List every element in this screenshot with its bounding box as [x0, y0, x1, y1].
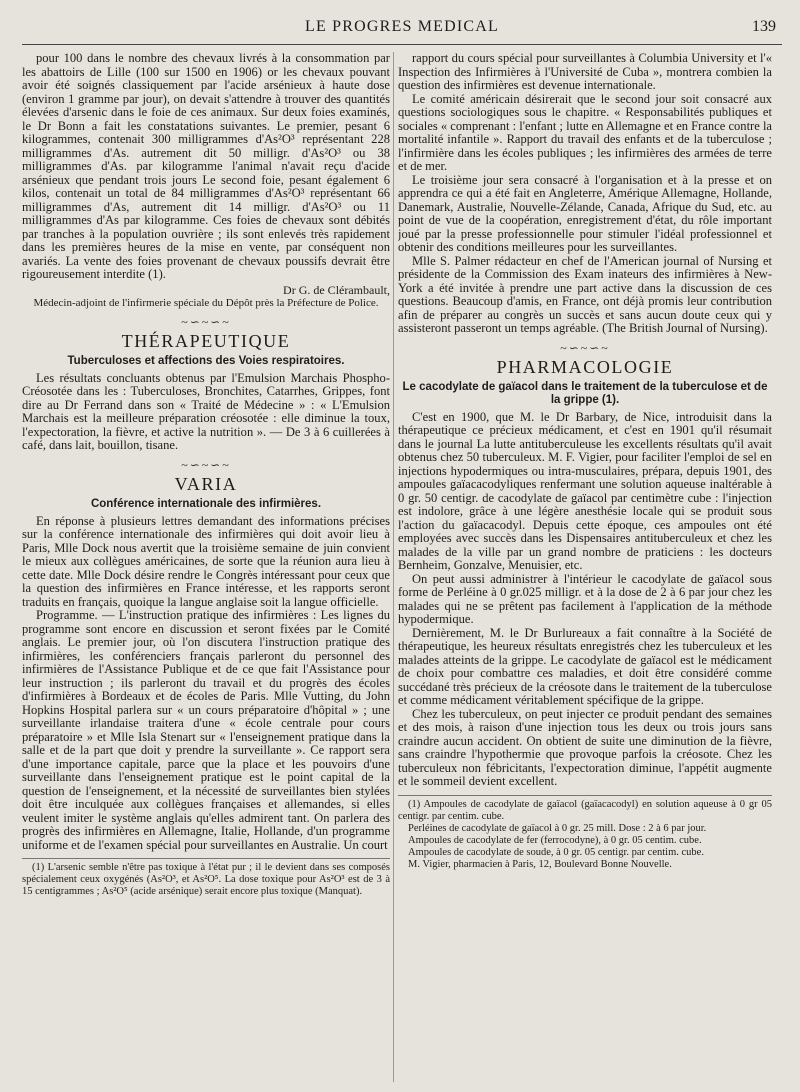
pharmacologie-paragraph-4: Chez les tuberculeux, on peut injecter ce produit pendant des semaines et des mois, à raison d'une injection tous les deux ou trois jours sans craindre aucun accident. On obtient de suite une diminution de la fièvre, sans craindre l'hypothermie que provoque parfois la créosote. Chez les tuberculeux non fébricitants, l'expectoration diminue, l'appétit augmente et le sommeil devient excellent. [398, 706, 772, 788]
pharmacologie-subheading: Le cacodylate de gaïacol dans le traitement de la tuberculose et de la grippe (1). [402, 380, 768, 406]
varia-paragraph-2: Programme. — L'instruction pratique des infirmières : Les lignes du programme sont encore en discussion et seront fixées par le Comité anglais. Le premier jour, où l'on discutera l'instruction pratique des infirmières, les conférenciers français parleront du personnel des infirmières de l'Assistance Publique et de ce que fait l'Assistance pour leur instruction ; ils parleront du travail et du progrès des écoles d'infirmières à Bordeaux et de écoles de Paris. Mlle Vutting, du John Hopkins Hospital parlera sur « un cours préparatoire d'hôpital » ; une surveillante irlandaise traitera d'une « école centrale pour cours préparatoire » et Mlle Isla Stenart sur « l'enseignement pratique dans la salle et de la part que doit y prendre la surveillante ». Ce rapport sera d'une importance capitale, parce que la place et les pouvoirs d'une surveillante dans l'enseignement pratique est le point capital de la question de l'enseignement, et la nécessité de surveillantes bien stylées doit être inculquée aux collègues françaises et allemandes, si elles veulent imiter le système anglais qu'elles admirent tant. On parlera des progrès des infirmières en Allemagne, Italie, Hollande, d'un programme uniforme et de l'examen spécial pour surveillantes en Australie. Un court [22, 608, 390, 852]
footnote-arsenic: (1) L'arsenic semble n'être pas toxique à l'état pur ; il le devient dans ses composés spécialement ceux oxygénés (As²O³, et As²O⁵. La dose toxique pour As²O³ est de 3 à 15 centigrammes ; As²O⁵ (acide arsénique) serait encore plus toxique (Manquat). [22, 862, 390, 897]
page-number: 139 [752, 18, 776, 35]
section-ornament: ~∽~∽~ [181, 314, 231, 329]
footnote-line: Ampoules de cacodylate de soude, à 0 gr. 05 centigr. par centim. cube. [408, 846, 704, 858]
left-footnote [22, 858, 390, 898]
pharmacologie-paragraph-2: On peut aussi administrer à l'intérieur le cacodylate de gaïacol sous forme de Perléine à 0 gr.025 milligr. et à la dose de 2 à 6 par jour chez les malades qui ne se prêtent pas facilement à l'application de la méthode hypodermique. [398, 571, 772, 626]
pharmacologie-paragraph-1: C'est en 1900, que M. le Dr Barbary, de Nice, introduisit dans la thérapeutique ce précieux médicament, et c'est en 1901 qu'il résumait dans le journal La lutte antituberculeuse les excellents résultats qu'il avait obtenus chez 50 tuberculeux. M. F. Vigier, pour faciliter l'emploi de sel en injections hypodermiques ou intra-musculaires, prépara, depuis 1901, des ampoules gaïacacodyliques renfermant une solution aqueuse inaltérable à 0 gr. 50 centigr. de cacodylate de gaïacol par centimètre cube : l'injection est indolore, grâce à une légère anesthésie locale qui se produit sous l'action du gaïacacodyl. Depuis cette époque, ces ampoules ont été employées avec succès dans les Dispensaires antituberculeux et chez les malades de la ville par un grand nombre de praticiens : les docteurs Bernheim, Gonzalve, Menuisier, etc. [398, 409, 772, 572]
journal-title: LE PROGRES MEDICAL [304, 18, 500, 35]
right-column [398, 52, 772, 1082]
footnote-line: Perléines de cacodylate de gaïacol à 0 gr. 25 mill. Dose : 2 à 6 par jour. [408, 822, 707, 834]
right-paragraph-2: Le comité américain désirerait que le second jour soit consacré aux questions sociologiques sous le chapitre. « Responsabilités publiques et sociales « comprenant : l'enfant ; lutte en Allemagne et en France contre la mortalité infantile ». Rapport du travail des enfants et de la tuberculose ; l'infirmière dans les écoles publiques ; les infirmières des armées de terre et de mer. [398, 91, 772, 173]
varia-paragraph-1: En réponse à plusieurs lettres demandant des informations précises sur la conférence internationale des infirmières qui doit avoir lieu à Paris, Mlle Dock nous avertit que la troisième semaine de juin convient le mieux aux collègues américaines, de sorte que la réunion aura lieu à cette date. Mlle Dock désire rendre le Congrès intéressant pour ceux que la question des infirmières en France intéresse, et les rapports seront traduits en français, quoique la langue anglaise soit la langue officielle. [22, 513, 390, 609]
section-ornament: ~∽~∽~ [181, 457, 231, 472]
right-paragraph-3: Le troisième jour sera consacré à l'organisation et à la presse et on apprendra ce qui a été fait en Angleterre, Amérique Allemagne, Hollande, Danemark, Australie, Nouvelle-Zélande, Canada, Afrique du Sud, etc. au point de vue de la coopération, enregistrement d'état, du rôle important joué par la presse professionnelle pour stimuler l'idéal professionnel et obtenir des conditions meilleures pour les surveillantes. [398, 172, 772, 254]
author-signature: Dr G. de Clérambault, [283, 282, 390, 297]
right-paragraph-4: Mlle S. Palmer rédacteur en chef de l'American journal of Nursing et présidente de la Commission des Exam inateurs des infirmières à New-York a été invitée à prendre une part active dans la discussion de ces questions. Beaucoup d'amis, en France, ont déjà promis leur contribution afin de préparer au congrès un succès et sans aucun doute ceux qui y assisteront passeront un temps agréable. (The British Journal of Nursing). [398, 253, 772, 335]
therapeutique-body: Les résultats concluants obtenus par l'Emulsion Marchais Phospho-Créosotée dans les : Tuberculoses, Bronchites, Catarrhes, Grippes, font dire au Dr Ferrand dans son « Traité de Médecine » : « L'Emulsion Marchais est la meilleure préparation créosotée : elle diminue la toux, l'expectoration, la fièvre, et active la nutrition ». — De 3 à 6 cuillerées à café, dans lait, bouillon, tisane. [22, 370, 390, 452]
section-ornament: ~∽~∽~ [560, 340, 610, 355]
arsenic-paragraph: pour 100 dans le nombre des chevaux livrés à la consommation par les abattoirs de Lille (100 sur 1500 en 1906) or les chevaux pouvant avoir été soignés classiquement par l'acide arsénieux à haute dose (environ 1 gramme par jour), on devait s'attendre à trouver des quantités élevées d'arsenic dans le foie de ces animaux. Sur deux foies examinés, le Dr Bonn a fait les constatations suivantes. Le premier, pesant 6 kilogrammes, contenait 300 milligrammes d'As²O³ représentant 228 milligrammes d'As. autrement dit 50 milligr. d'As²O³ ou 38 milligrammes d'As. par kilogramme l'animal n'avait reçu d'acide arsénieux que pendant trois jours Le second foie, pesant également 6 kilos, contenait un total de 84 milligrammes d'As²O³ représentant 66 milligrammes d'As, autrement dit 14 milligr. d'As²O³ ou 11 milligrammes d'As par kilogramme. Ces foies de chevaux sont débités par tranches à la population ouvrière ; ils sont enlevés très rapidement dans les premières heures de la mise en vente, par conséquent non avariés. La vente des foies provenant de chevaux poussifs devrait être rigoureusement interdite (1). [22, 52, 390, 281]
footnote-line: (1) Ampoules de cacodylate de gaïacol (gaïacacodyl) en solution aqueuse à 0 gr 05 centigr. par centim. cube. [398, 798, 772, 822]
footnote-line: Ampoules de cacodylate de fer (ferrocodyne), à 0 gr. 05 centim. cube. [408, 834, 702, 846]
therapeutique-subheading: Tuberculoses et affections des Voies respiratoires. [67, 354, 345, 367]
left-column [22, 52, 390, 1082]
right-footnotes [398, 795, 772, 871]
varia-heading: VARIA [174, 474, 238, 494]
column-divider [393, 52, 394, 1082]
varia-subheading: Conférence internationale des infirmières. [90, 497, 322, 510]
pharmacologie-paragraph-3: Dernièrement, M. le Dr Burlureaux a fait connaître à la Société de thérapeutique, les heureux résultats enregistrés chez les tuberculeux et les malades atteints de la grippe. Le cacodylate de gaïacol est le médicament de choix pour combattre ces maladies, et doit être considéré comme succédané très précieux de la créosote dans le traitement de la tuberculose et comme médicament véritablement spécifique de la grippe. [398, 625, 772, 707]
pharmacologie-heading: PHARMACOLOGIE [496, 357, 674, 377]
footnote-line: M. Vigier, pharmacien à Paris, 12, Boulevard Bonne Nouvelle. [408, 858, 672, 870]
page-header [22, 14, 782, 45]
therapeutique-heading: THÉRAPEUTIQUE [121, 331, 291, 351]
right-paragraph-1: rapport du cours spécial pour surveillantes à Columbia University et l'« Inspection des Infirmières à l'Université de Cuba », montrera combien la question des infirmières est devenue internationale. [398, 52, 772, 92]
author-role: Médecin-adjoint de l'infirmerie spéciale du Dépôt près la Préfecture de Police. [33, 297, 379, 309]
